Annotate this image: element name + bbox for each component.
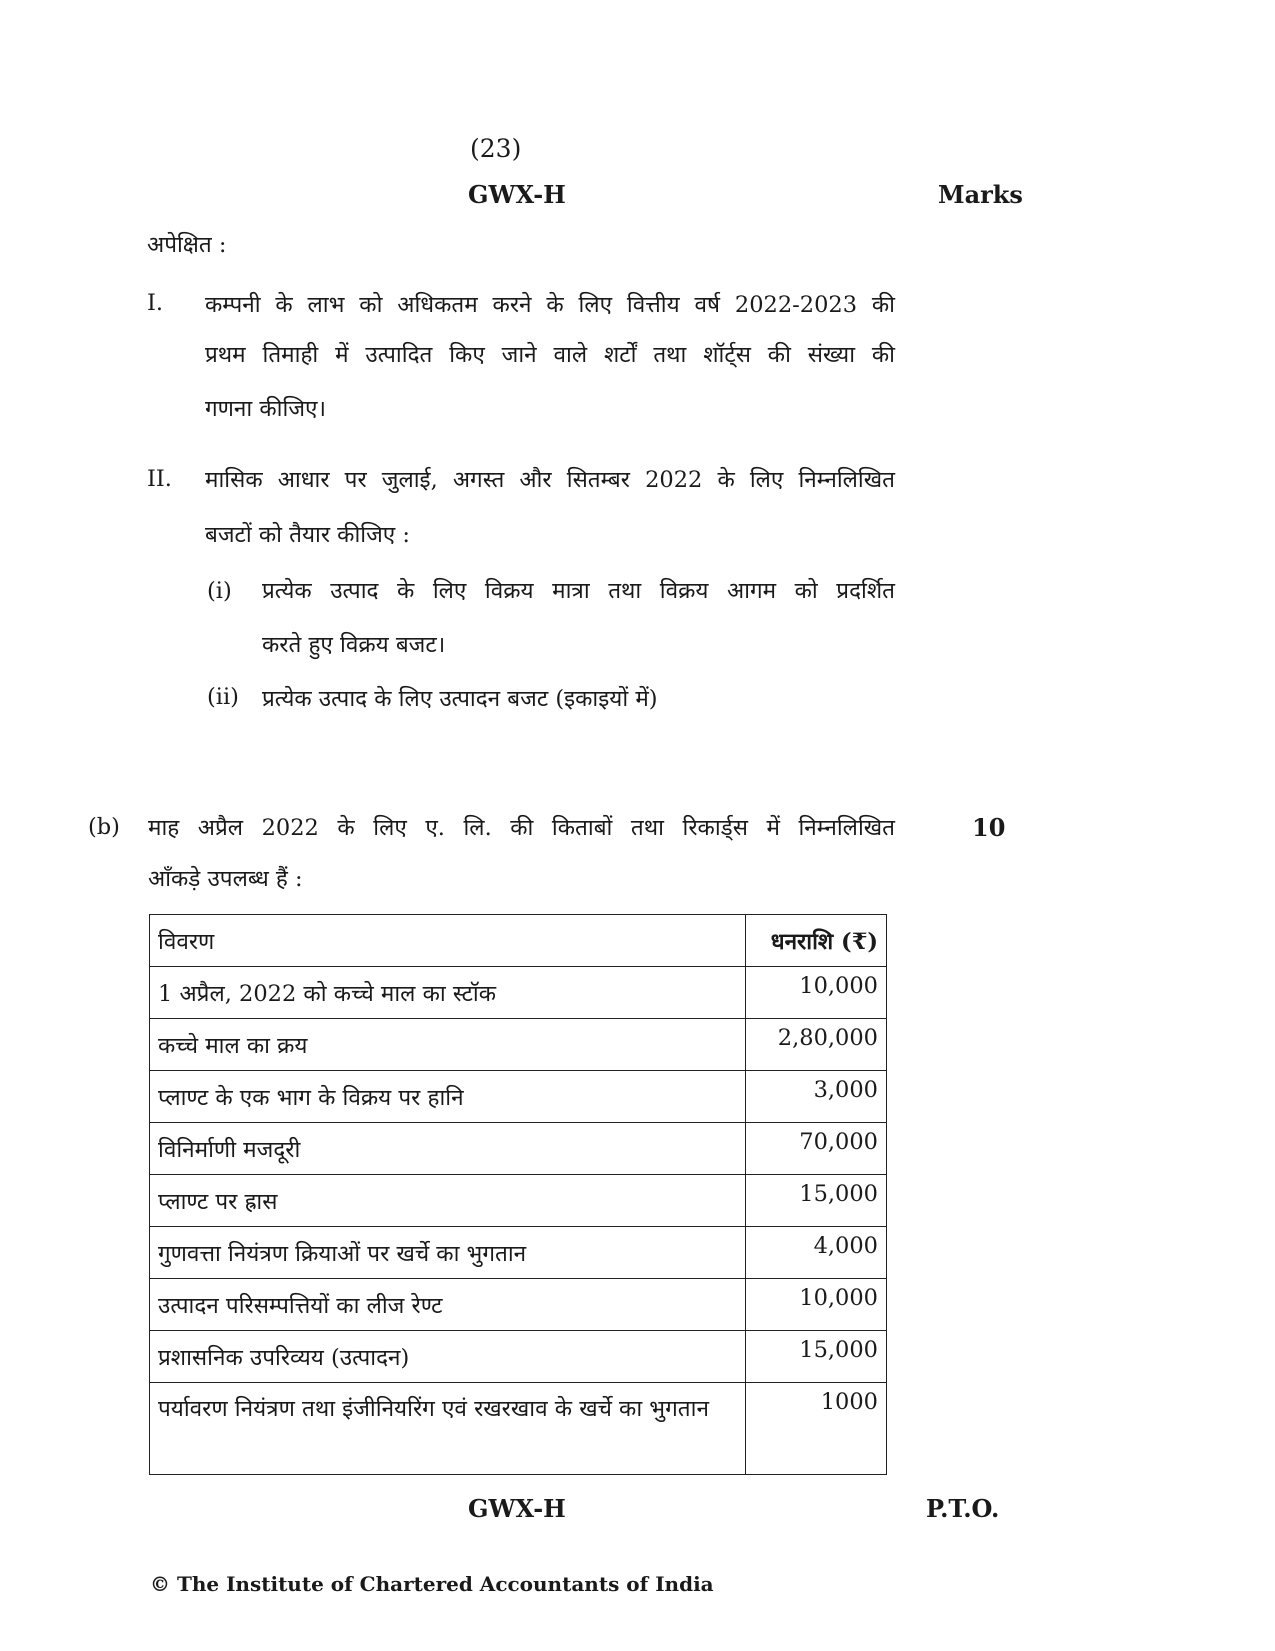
marks-heading: Marks (938, 180, 1023, 209)
table-row (150, 1123, 887, 1175)
amount-cell: 15,000 (746, 1331, 887, 1383)
part-b-label: (b) (88, 814, 120, 840)
amount-cell: 15,000 (746, 1175, 887, 1227)
table-header-row (150, 915, 887, 967)
amount-cell: 4,000 (746, 1227, 887, 1279)
particular-cell: गुणवत्ता नियंत्रण क्रियाओं पर खर्चे का भुगतान (150, 1227, 746, 1279)
table-row (150, 1071, 887, 1123)
item-1-line-1: कम्पनी के लाभ को अधिकतम करने के लिए वित्तीय वर्ष 2022-2023 की (205, 292, 895, 318)
amount-cell: 3,000 (746, 1071, 887, 1123)
table-row (150, 1279, 887, 1331)
expense-table (149, 914, 887, 1475)
particular-cell: उत्पादन परिसम्पत्तियों का लीज रेण्ट (150, 1279, 746, 1331)
sub-item-i-line-1: प्रत्येक उत्पाद के लिए विक्रय मात्रा तथा विक्रय आगम को प्रदर्शित (262, 578, 895, 604)
sub-item-i-number: (i) (207, 578, 232, 604)
paper-code-footer: GWX-H (468, 1494, 566, 1523)
particular-cell: प्लाण्ट के एक भाग के विक्रय पर हानि (150, 1071, 746, 1123)
copyright-notice: © The Institute of Chartered Accountants of India (150, 1572, 714, 1596)
table-row (150, 967, 887, 1019)
amount-cell: 2,80,000 (746, 1019, 887, 1071)
particular-cell: प्लाण्ट पर ह्रास (150, 1175, 746, 1227)
item-2-number: II. (147, 466, 172, 492)
particular-cell: 1 अप्रैल, 2022 को कच्चे माल का स्टॉक (150, 967, 746, 1019)
amount-cell: 10,000 (746, 1279, 887, 1331)
table-row (150, 1019, 887, 1071)
table-row (150, 1227, 887, 1279)
sub-item-i-line-2: करते हुए विक्रय बजट। (262, 632, 446, 658)
amount-cell: 1000 (746, 1383, 887, 1475)
sub-item-ii-number: (ii) (207, 684, 239, 710)
table-row (150, 1331, 887, 1383)
column-header-particulars: विवरण (150, 915, 746, 967)
item-1-line-2: प्रथम तिमाही में उत्पादित किए जाने वाले शर्टों तथा शॉर्ट्स की संख्या की (205, 342, 895, 368)
pto-label: P.T.O. (926, 1494, 1000, 1523)
required-label: अपेक्षित : (147, 232, 227, 258)
table-row (150, 1383, 887, 1475)
item-2-line-2: बजटों को तैयार कीजिए : (205, 522, 410, 548)
part-b-marks: 10 (972, 813, 1006, 842)
table-row (150, 1175, 887, 1227)
particular-cell: पर्यावरण नियंत्रण तथा इंजीनियरिंग एवं रखरखाव के खर्चे का भुगतान (150, 1383, 746, 1475)
item-1-line-3: गणना कीजिए। (205, 396, 327, 422)
particular-cell: विनिर्माणी मजदूरी (150, 1123, 746, 1175)
column-header-amount: धनराशि (₹) (746, 915, 887, 967)
item-1-number: I. (147, 290, 164, 316)
page-number: (23) (470, 134, 522, 163)
particular-cell: प्रशासनिक उपरिव्यय (उत्पादन) (150, 1331, 746, 1383)
amount-cell: 70,000 (746, 1123, 887, 1175)
paper-code-header: GWX-H (468, 180, 566, 209)
item-2-line-1: मासिक आधार पर जुलाई, अगस्त और सितम्बर 2022 के लिए निम्नलिखित (205, 467, 895, 493)
amount-cell: 10,000 (746, 967, 887, 1019)
part-b-line-2: आँकड़े उपलब्ध हैं : (148, 866, 303, 892)
particular-cell: कच्चे माल का क्रय (150, 1019, 746, 1071)
sub-item-ii-line-1: प्रत्येक उत्पाद के लिए उत्पादन बजट (इकाइयों में) (262, 686, 658, 712)
part-b-line-1: माह अप्रैल 2022 के लिए ए. लि. की किताबों तथा रिकार्ड्स में निम्नलिखित (148, 815, 895, 841)
